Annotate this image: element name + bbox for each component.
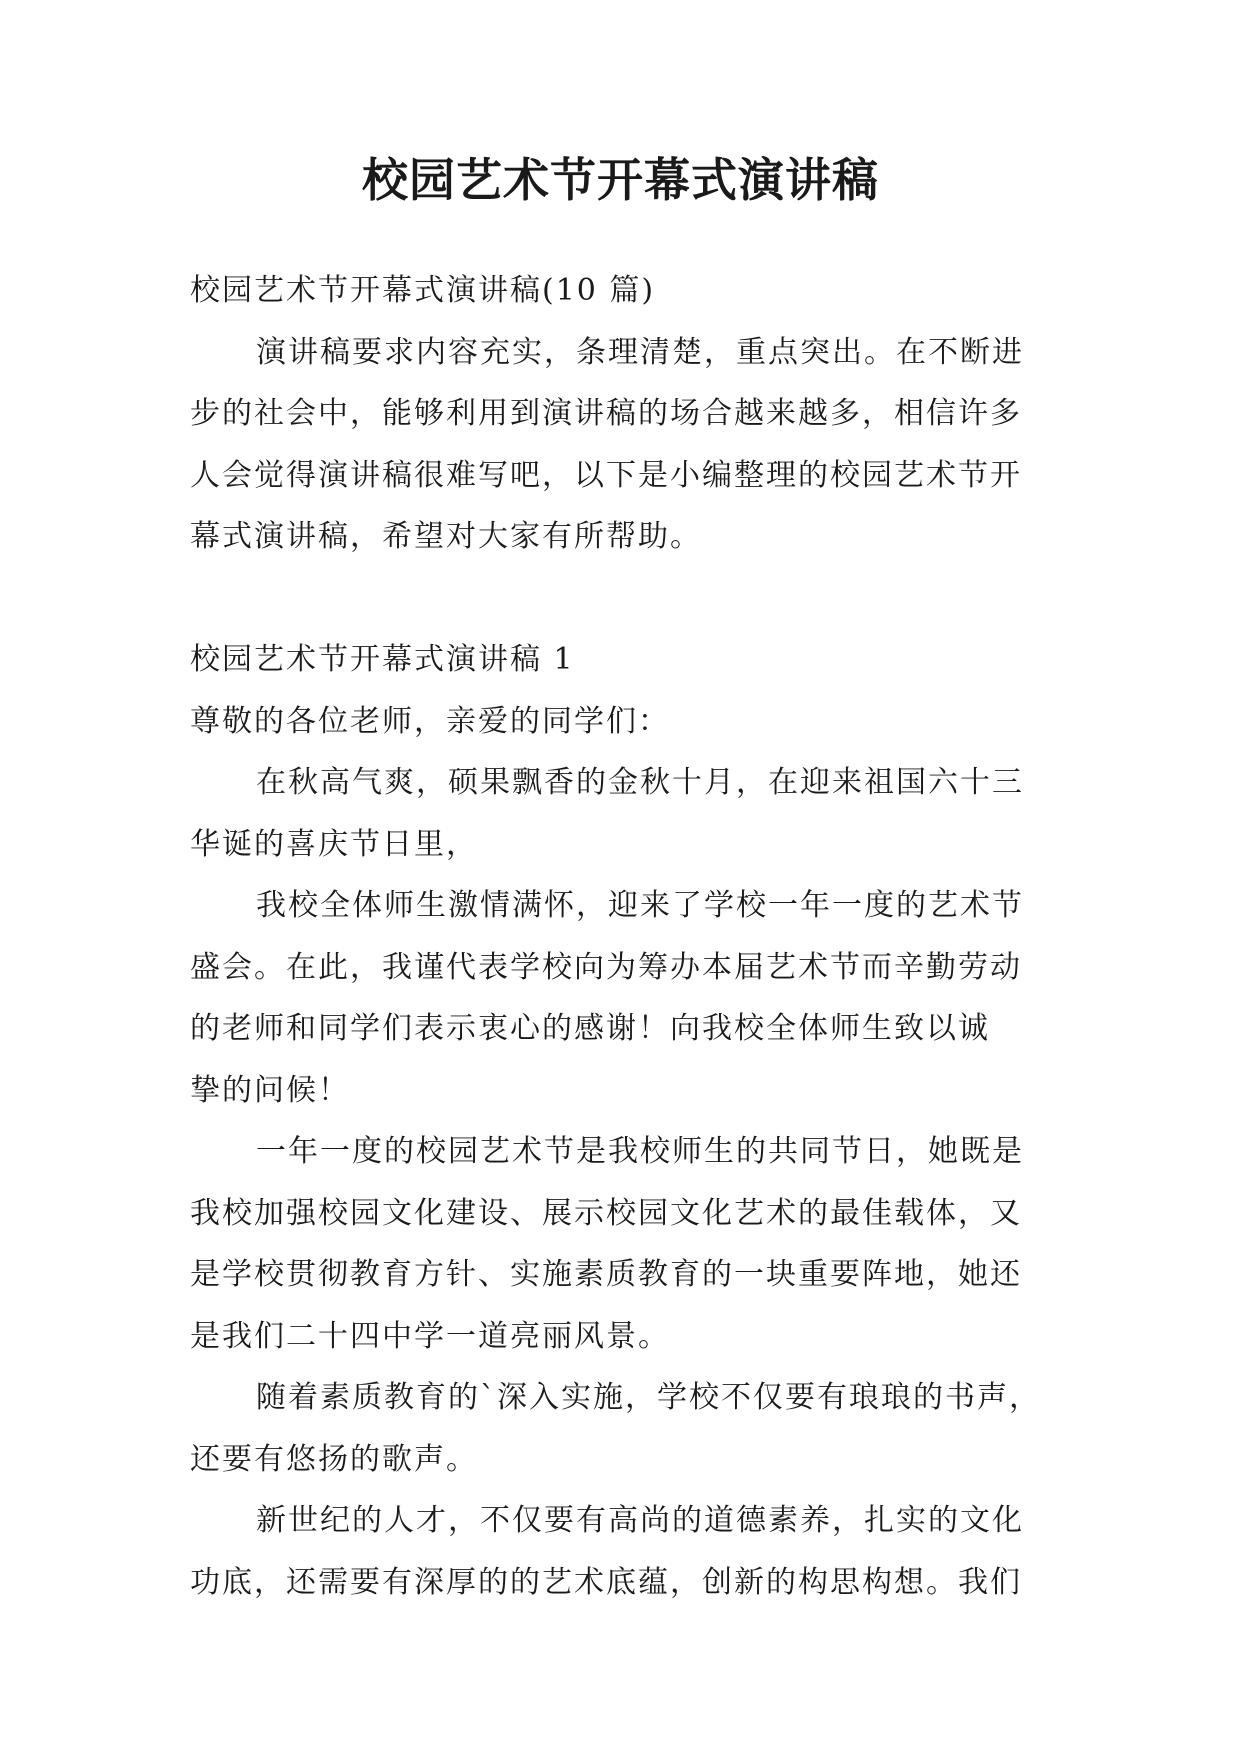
- text-line: 在秋高气爽，硕果飘香的金秋十月，在迎来祖国六十三: [256, 765, 1024, 800]
- text-line: 新世纪的人才，不仅要有高尚的道德素养，扎实的文化: [256, 1503, 1024, 1538]
- document-title: 校园艺术节开幕式演讲稿: [362, 153, 879, 207]
- text-line: 随着素质教育的`深入实施，学校不仅要有琅琅的书声，: [256, 1380, 1041, 1415]
- text-line: 是我们二十四中学一道亮丽风景。: [190, 1318, 670, 1354]
- body-paragraph-2: [190, 875, 1050, 1121]
- text-line: 盛会。在此，我谨代表学校向为筹办本届艺术节而辛勤劳动: [190, 949, 1022, 985]
- document-body: [190, 260, 1050, 1613]
- salutation: 尊敬的各位老师，亲爱的同学们：: [190, 703, 670, 739]
- text-line: 人会觉得演讲稿很难写吧，以下是小编整理的校园艺术节开: [190, 457, 1022, 493]
- text-line: 步的社会中，能够利用到演讲稿的场合越来越多，相信许多: [190, 396, 1022, 431]
- body-paragraph-3: [190, 1121, 1050, 1367]
- text-line: 演讲稿要求内容充实，条理清楚，重点突出。在不断进: [256, 334, 1024, 370]
- text-line: 我校加强校园文化建设、展示校园文化艺术的最佳载体，又: [190, 1195, 1022, 1231]
- text-line: 挚的问候！: [190, 1072, 350, 1108]
- text-line: 的老师和同学们表示衷心的感谢！向我校全体师生致以诚: [190, 1011, 990, 1046]
- text-line: 还要有悠扬的歌声。: [190, 1441, 478, 1477]
- text-line: 一年一度的校园艺术节是我校师生的共同节日，她既是: [256, 1134, 1024, 1169]
- paragraph-spacer: [190, 568, 1050, 630]
- body-paragraph-4: [190, 1367, 1050, 1490]
- text-line: 是学校贯彻教育方针、实施素质教育的一块重要阵地，她还: [190, 1257, 1022, 1292]
- body-paragraph-5: [190, 1490, 1050, 1613]
- text-line: 华诞的喜庆节日里，: [190, 826, 478, 862]
- intro-paragraph: [190, 322, 1050, 568]
- text-line: 功底，还需要有深厚的的艺术底蕴，创新的构思构想。我们: [190, 1564, 1022, 1600]
- document-subtitle: 校园艺术节开幕式演讲稿(10 篇): [190, 273, 656, 308]
- text-line: 幕式演讲稿，希望对大家有所帮助。: [190, 519, 702, 554]
- body-paragraph-1: [190, 752, 1050, 875]
- text-line: 我校全体师生激情满怀，迎来了学校一年一度的艺术节: [256, 888, 1024, 923]
- section-heading: 校园艺术节开幕式演讲稿 1: [190, 642, 575, 677]
